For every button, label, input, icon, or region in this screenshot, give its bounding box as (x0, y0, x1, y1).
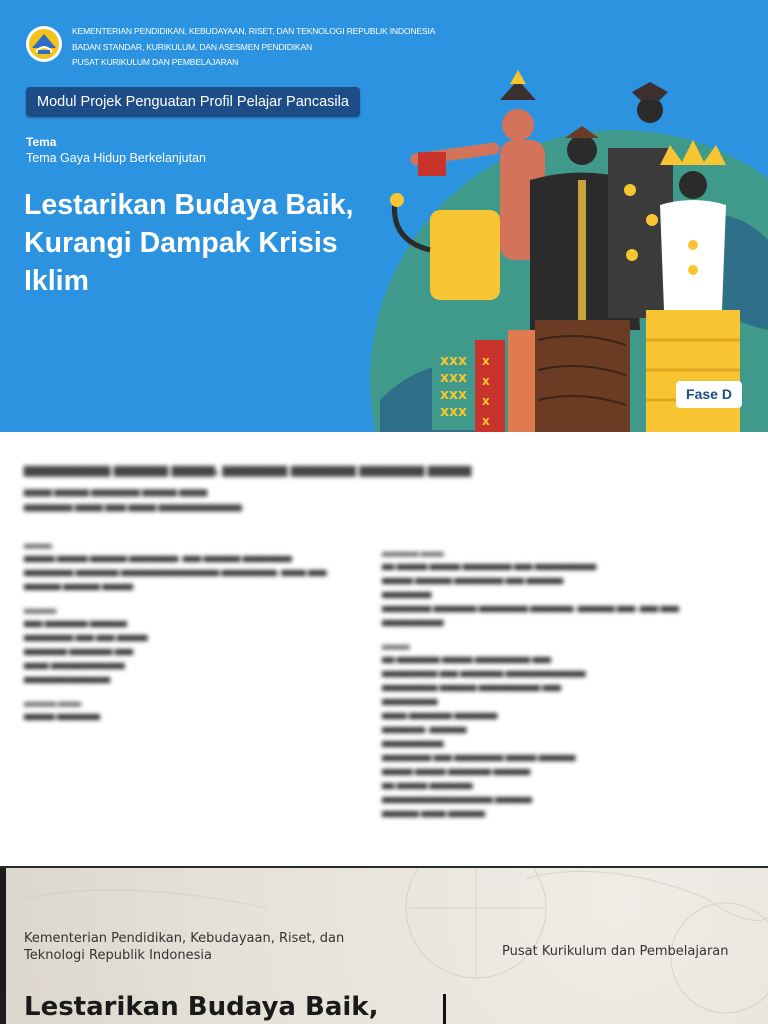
imprint-title-blurred: ▅▅▅▅▅▅▅▅ ▅▅▅▅▅ ▅▅▅▅, ▅▅▅▅▅▅ ▅▅▅▅▅▅ ▅▅▅▅▅▅ ▅▅▅▅ (24, 460, 472, 476)
imprint-subtitle-blurred: ▅▅▅▅ ▅▅▅▅▅ ▅▅▅▅▅▅▅ ▅▅▅▅▅ ▅▅▅▅ ▅▅▅▅▅▅▅ ▅▅▅▅ ▅▅▅ ▅▅▅▅ ▅▅▅▅▅▅▅▅▅▅▅▅ (24, 486, 242, 511)
tema-value: Tema Gaya Hidup Berkelanjutan (26, 151, 206, 165)
ministry-header (24, 24, 435, 71)
svg-text:xxx: xxx (440, 353, 468, 369)
page3-vertical-divider (443, 994, 446, 1024)
page3-ministry (24, 930, 344, 964)
svg-text:x: x (482, 354, 490, 368)
phase-badge: Fase D (676, 381, 742, 408)
agency-name: BADAN STANDAR, KURIKULUM, DAN ASESMEN PENDIDIKAN (72, 41, 312, 52)
figure-head (502, 109, 534, 141)
cultural-figures-illustration (370, 70, 768, 432)
kebaya (660, 200, 726, 310)
cover-title-line: Kurangi Dampak Krisis (24, 227, 338, 259)
page3-center-name: Pusat Kurikulum dan Pembelajaran (502, 944, 729, 959)
imprint-page (0, 432, 768, 866)
ministry-lines (72, 24, 435, 71)
cover-page (0, 0, 768, 432)
hand-drum (418, 152, 446, 176)
imprint-right-column: ▅▅▅▅▅▅▅▅ ▅▅▅▅▅ ▅▅ ▅▅▅▅▅ ▅▅▅▅▅ ▅▅▅▅▅▅▅▅ ▅▅▅ ▅▅▅▅▅▅▅▅▅▅ ▅▅▅▅▅ ▅▅▅▅▅▅ ▅▅▅▅▅▅▅▅ ▅▅▅ ▅▅▅▅▅▅ ▅▅▅▅▅▅▅▅ ▅▅▅▅▅▅▅▅ ▅▅▅▅▅▅▅ ▅▅▅▅▅▅▅▅ ▅▅▅▅▅▅▅, ▅▅▅▅▅▅ ▅▅▅, ▅▅▅ ▅▅▅ ▅▅▅▅▅▅▅▅▅▅ ▅▅▅▅▅▅ ▅▅ ▅▅▅▅▅▅▅ ▅▅▅▅▅ ▅▅▅▅▅▅▅▅▅ ▅▅▅ ▅▅▅▅▅▅▅▅▅ ▅▅▅ ▅▅▅▅▅▅▅ ▅▅▅▅▅▅▅▅▅▅▅▅▅ ▅▅▅▅▅▅▅▅▅ ▅▅▅▅▅▅ ▅▅▅▅▅▅▅▅▅▅ ▅▅▅ ▅▅▅▅▅▅▅▅▅ ▅▅▅▅ ▅▅▅▅▅▅▅ ▅▅▅▅▅▅▅ ▅▅▅▅▅▅▅, ▅▅▅▅▅▅ ▅▅▅▅▅▅▅▅▅▅ ▅▅▅▅▅▅▅▅ ▅▅▅ ▅▅▅▅▅▅▅▅ ▅▅▅▅▅ ▅▅▅▅▅▅ ▅▅▅▅▅ ▅▅▅▅▅ ▅▅▅▅▅▅▅ ▅▅▅▅▅▅ ▅▅ ▅▅▅▅▅ ▅▅▅▅▅▅▅ ▅▅▅▅▅▅▅▅▅▅▅▅▅▅▅▅▅▅ ▅▅▅▅▅▅ ▅▅▅▅▅▅ ▅▅▅▅ ▅▅▅▅▅▅ (382, 551, 679, 817)
x-pattern (440, 353, 467, 420)
tut-wuri-handayani-logo-icon (24, 24, 64, 64)
ministry-name: KEMENTERIAN PENDIDIKAN, KEBUDAYAAN, RISET, DAN TEKNOLOGI REPUBLIK INDONESIA (72, 26, 436, 36)
cover-title-line: Lestarikan Budaya Baik, (24, 189, 354, 221)
figure-head (567, 135, 597, 165)
svg-text:x: x (482, 374, 490, 388)
figure-wrap (475, 340, 505, 432)
svg-text:xxx: xxx (440, 387, 468, 403)
svg-text:x: x (482, 414, 490, 428)
page3-title: Lestarikan Budaya Baik, (24, 992, 379, 1022)
title-page (0, 868, 768, 1024)
svg-text:xxx: xxx (440, 404, 468, 420)
cover-title-line: Iklim (24, 265, 89, 297)
page3-ministry-line: Teknologi Republik Indonesia (24, 948, 212, 963)
figure-left-body (430, 210, 500, 300)
svg-text:x: x (482, 394, 490, 408)
center-name: PUSAT KURIKULUM DAN PEMBELAJARAN (72, 57, 239, 67)
svg-text:xxx: xxx (440, 370, 468, 386)
tema-label: Tema (26, 135, 57, 149)
cover-title (24, 186, 384, 300)
page3-ministry-line: Kementerian Pendidikan, Kebudayaan, Riset, dan (24, 931, 345, 946)
module-badge: Modul Projek Penguatan Profil Pelajar Pancasila (26, 87, 360, 117)
imprint-left-column: ▅▅▅▅▅▅ ▅▅▅▅▅ ▅▅▅▅▅ ▅▅▅▅▅▅ ▅▅▅▅▅▅▅▅, ▅▅▅ ▅▅▅▅▅▅ ▅▅▅▅▅▅▅▅ ▅▅▅▅▅▅▅▅ ▅▅▅▅▅▅▅ ▅▅▅▅▅▅▅▅▅▅▅▅▅▅▅▅ ▅▅▅▅▅▅▅▅▅, ▅▅▅▅ ▅▅▅ ▅▅▅▅▅▅ ▅▅▅▅▅▅ ▅▅▅▅▅ ▅▅▅▅▅▅▅ ▅▅▅ ▅▅▅▅▅▅▅ ▅▅▅▅▅▅ ▅▅▅▅▅▅▅▅ ▅▅▅ ▅▅▅ ▅▅▅▅▅ ▅▅▅▅▅▅▅ ▅▅▅▅▅▅▅ ▅▅▅ ▅▅▅▅ ▅▅▅▅▅▅▅▅▅▅▅▅ ▅▅▅▅▅▅▅▅▅▅▅▅▅▅ ▅▅▅▅▅▅▅ ▅▅▅▅▅ ▅▅▅▅▅ ▅▅▅▅▅▅▅ (24, 543, 327, 720)
